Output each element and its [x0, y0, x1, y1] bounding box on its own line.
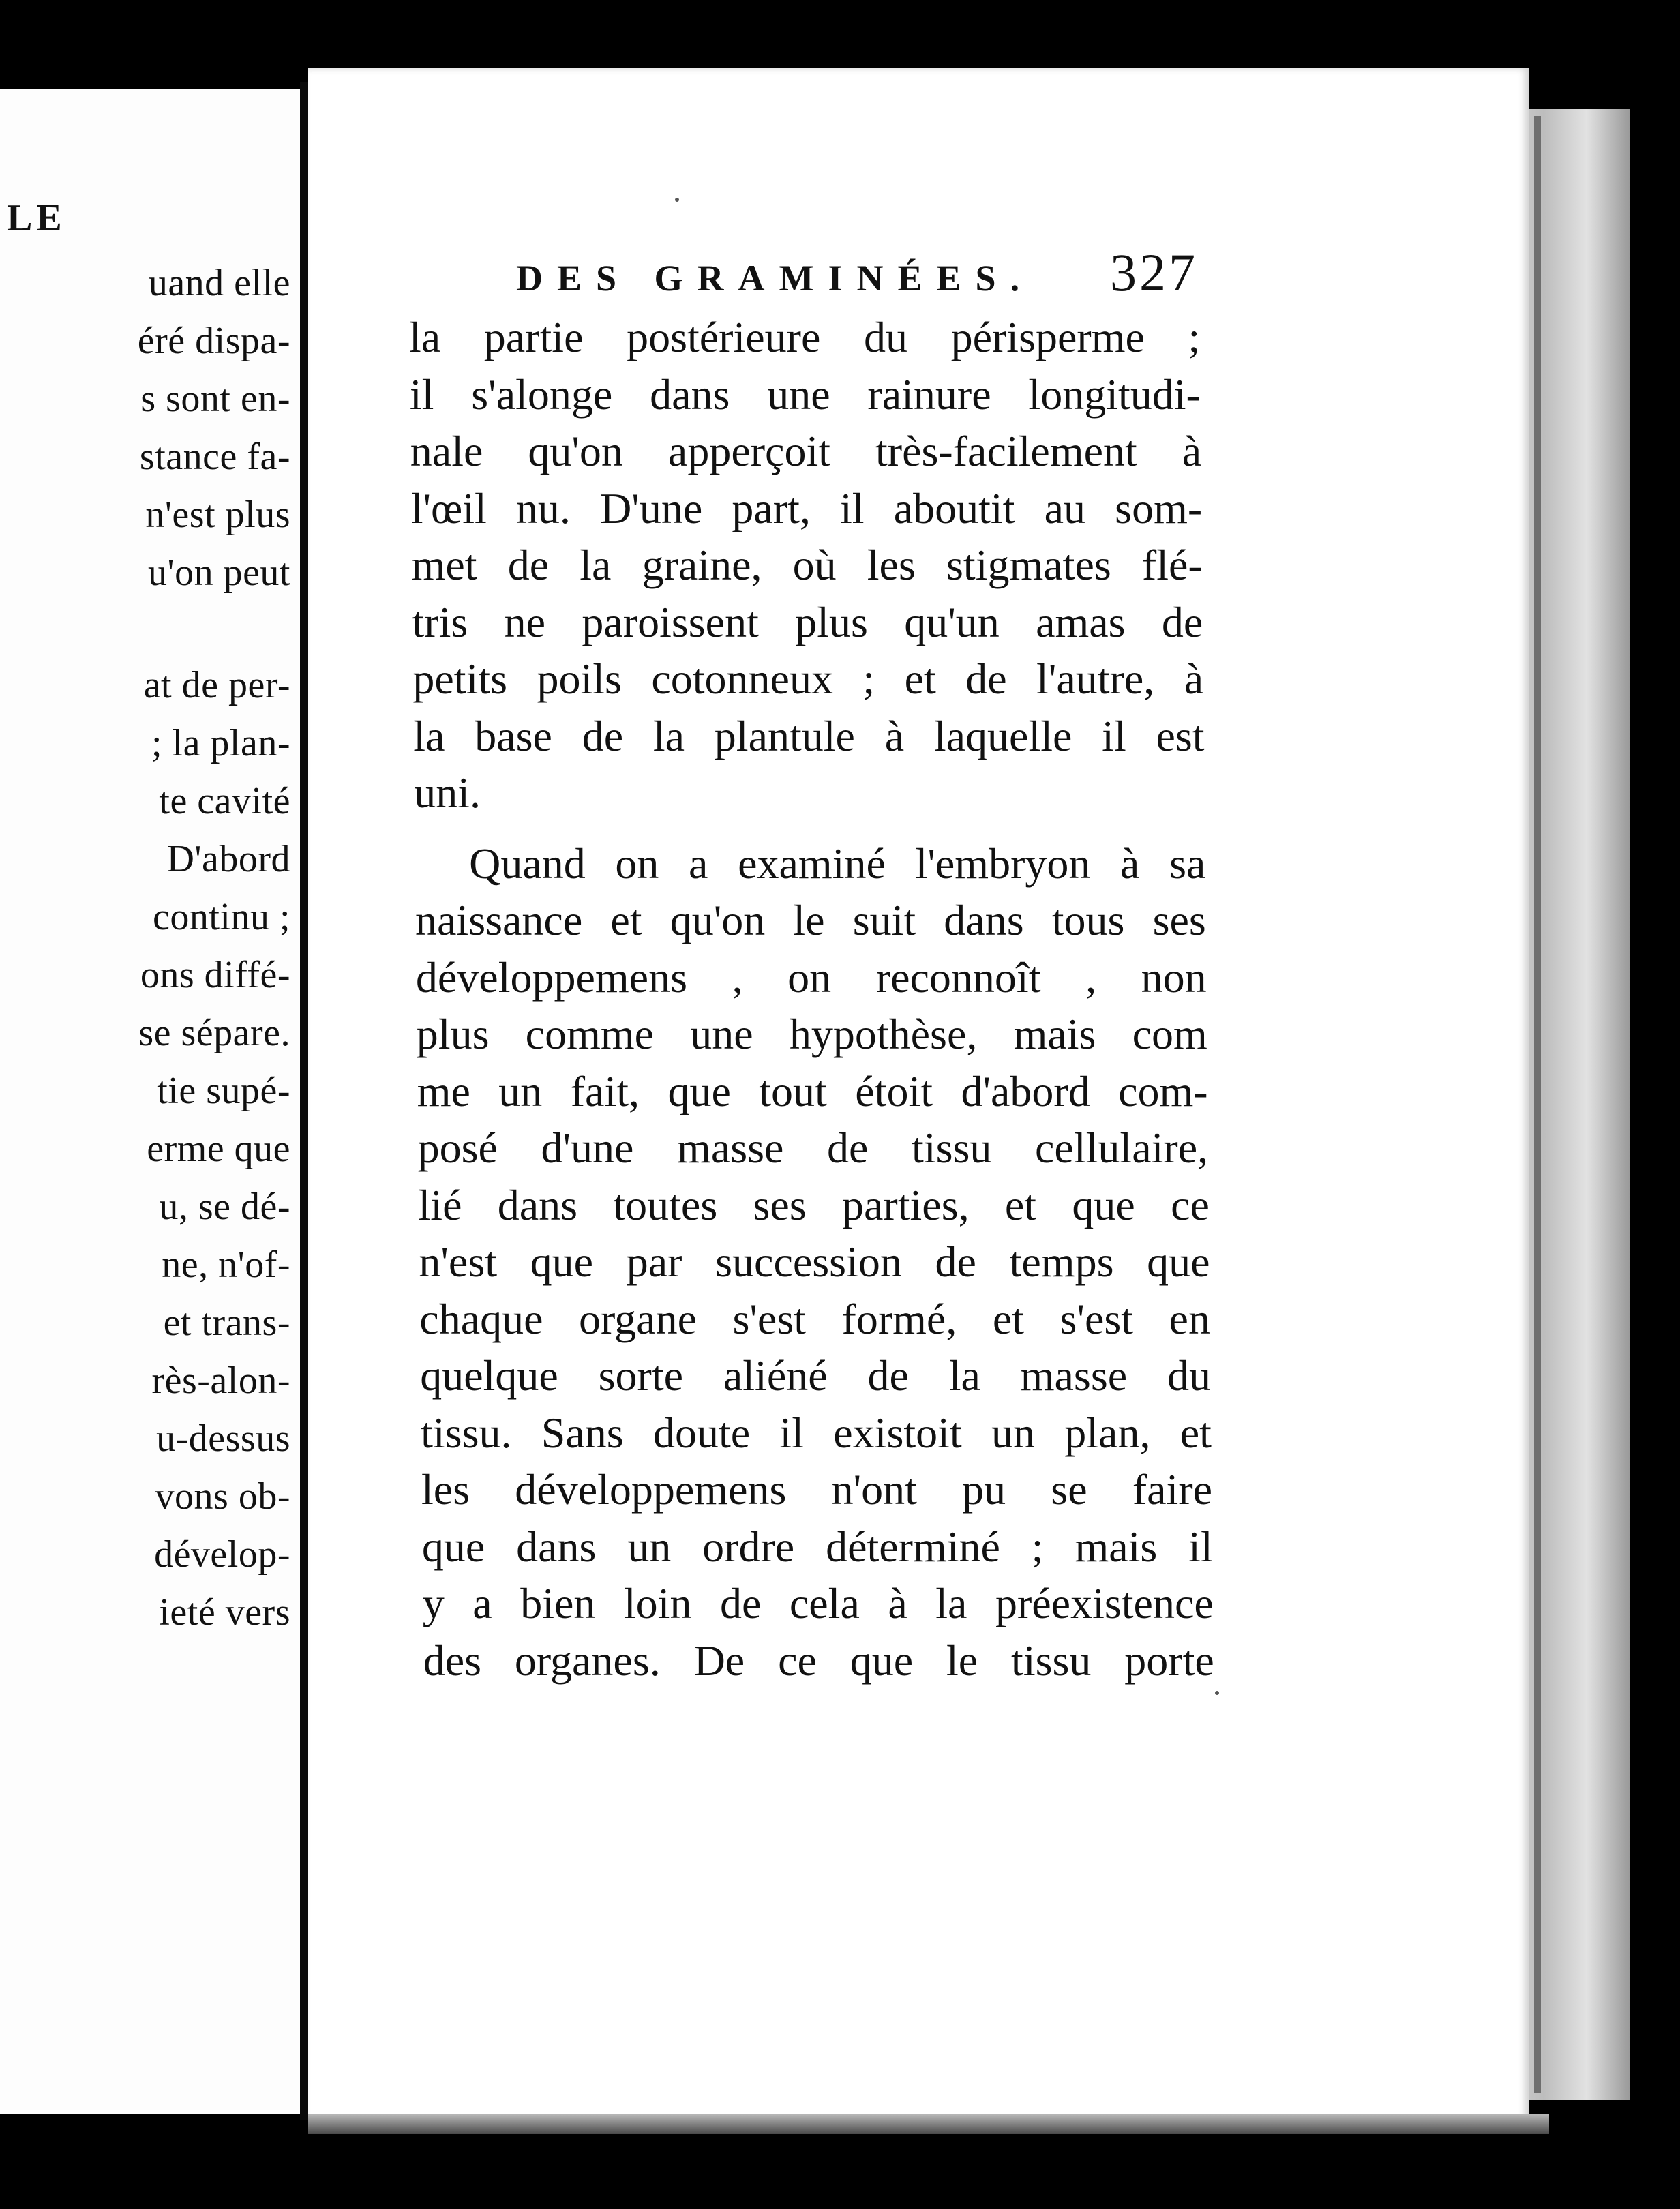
text-line: ieté vers [159, 1591, 290, 1634]
text-line: at de per- [143, 664, 290, 706]
page-bottom-edge [308, 2114, 1549, 2134]
text-line: tris ne paroissent plus qu'un amas de [412, 597, 1203, 646]
text-line: s sont en- [140, 378, 290, 420]
text-line: u-dessus [156, 1417, 290, 1460]
text-line: développemens , on reconnoît , non [415, 952, 1207, 1002]
text-line: u, se dé- [159, 1186, 290, 1228]
text-line: lié dans toutes ses parties, et que ce [418, 1180, 1210, 1229]
page-number: 327 [1110, 243, 1198, 302]
text-line: les développemens n'ont pu se faire [421, 1465, 1213, 1514]
text-line: l'œil nu. D'une part, il aboutit au som- [410, 483, 1203, 532]
text-line: la partie postérieure du périsperme ; [409, 313, 1201, 361]
text-line: Quand on a examiné l'embryon à sa [469, 839, 1206, 888]
previous-page [0, 89, 300, 2114]
text-line: uni. [414, 768, 481, 817]
text-line: met de la graine, où les stigmates flé- [411, 541, 1203, 589]
page-speck [1215, 1691, 1219, 1695]
text-line: et trans- [163, 1302, 290, 1344]
text-line: rès-alon- [151, 1359, 290, 1402]
text-line: naissance et qu'on le suit dans tous ses [415, 896, 1206, 944]
text-line: uand elle [148, 262, 290, 304]
text-line: vons ob- [155, 1475, 290, 1518]
running-title: DES GRAMINÉES. [516, 258, 1034, 299]
text-line: LE [7, 197, 66, 239]
text-line: tissu. Sans doute il existoit un plan, et [421, 1408, 1212, 1457]
text-line: y a bien loin de cela à la préexistence [422, 1579, 1214, 1627]
text-line: me un fait, que tout étoit d'abord com- [417, 1066, 1208, 1115]
text-line: quelque sorte aliéné de la masse du [420, 1351, 1211, 1400]
text-line: petits poils cotonneux ; et de l'autre, à [412, 655, 1204, 703]
text-line: n'est que par succession de temps que [419, 1237, 1210, 1286]
text-line: te cavité [159, 780, 290, 822]
text-line: dévelop- [154, 1533, 290, 1576]
text-line: chaque organe s'est formé, et s'est en [419, 1294, 1210, 1343]
text-line: ne, n'of- [162, 1244, 290, 1286]
text-line: ons diffé- [140, 954, 290, 996]
text-line: posé d'une masse de tissu cellulaire, [417, 1124, 1209, 1172]
text-line: nale qu'on apperçoit très-facilement à [410, 427, 1202, 475]
text-line: plus comme une hypothèse, mais com [416, 1010, 1208, 1058]
text-line: D'abord [166, 838, 290, 880]
text-line: u'on peut [147, 552, 290, 594]
book-gutter [300, 82, 308, 2120]
text-line: erme que [147, 1128, 290, 1170]
running-head [516, 242, 1198, 303]
text-line: que dans un ordre déterminé ; mais il [421, 1522, 1213, 1571]
text-line: éré dispa- [137, 320, 290, 362]
text-line: stance fa- [139, 436, 290, 478]
text-line: continu ; [152, 896, 290, 938]
text-line: n'est plus [145, 494, 290, 536]
text-line: la base de la plantule à laquelle il est [413, 711, 1205, 760]
page-stack-shadow [1534, 116, 1541, 2093]
text-line: il s'alonge dans une rainure longitudi- [409, 370, 1201, 419]
text-line: des organes. De ce que le tissu porte [423, 1636, 1214, 1685]
text-line: ; la plan- [151, 722, 290, 764]
page-speck [675, 198, 679, 202]
text-line: tie supé- [157, 1070, 290, 1112]
text-line: se sépare. [138, 1012, 290, 1054]
